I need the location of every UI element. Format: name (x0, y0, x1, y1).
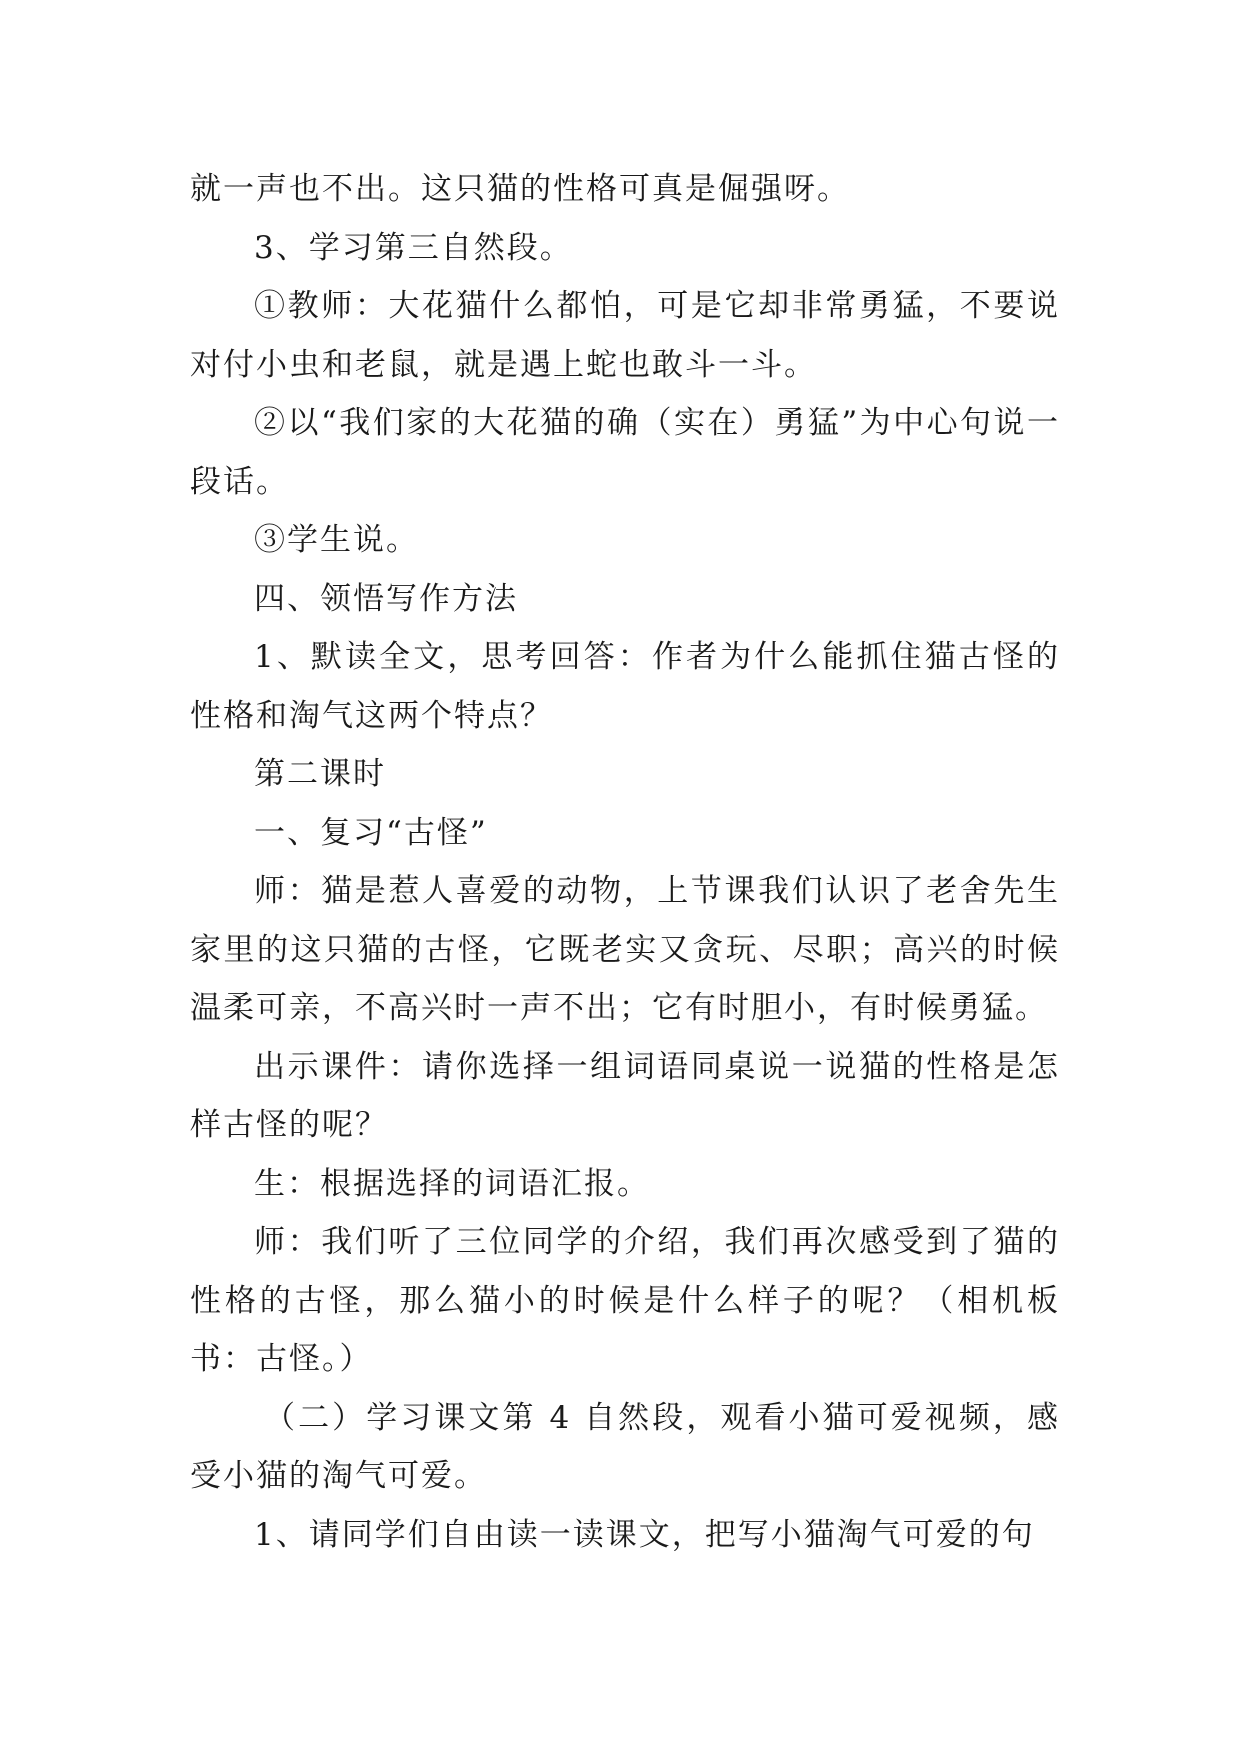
paragraph: 1、默读全文，思考回答：作者为什么能抓住猫古怪的性格和淘气这两个特点？ (190, 639, 1060, 734)
paragraph: ③学生说。 (254, 522, 419, 558)
document-body (190, 160, 1060, 1564)
paragraph: 1、请同学们自由读一读课文，把写小猫淘气可爱的句 (254, 1516, 1035, 1553)
section-heading: （二）学习课文第 4 自然段，观看小猫可爱视频，感受小猫的淘气可爱。 (190, 1399, 1060, 1494)
section-heading: 四、领悟写作方法 (254, 580, 518, 617)
lesson-heading: 第二课时 (254, 756, 386, 792)
paragraph: 就一声也不出。这只猫的性格可真是倔强呀。 (190, 171, 850, 207)
paragraph: 生：根据选择的词语汇报。 (254, 1165, 650, 1202)
paragraph: 师：猫是惹人喜爱的动物，上节课我们认识了老舍先生家里的这只猫的古怪，它既老实又贪玩、尽职；高兴的时候温柔可亲，不高兴时一声不出；它有时胆小，有时候勇猛。 (190, 873, 1060, 1026)
paragraph: ②以“我们家的大花猫的确（实在）勇猛”为中心句说一段话。 (190, 405, 1060, 500)
paragraph: ①教师：大花猫什么都怕，可是它却非常勇猛，不要说对付小虫和老鼠，就是遇上蛇也敢斗一斗。 (190, 288, 1060, 383)
paragraph: 师：我们听了三位同学的介绍，我们再次感受到了猫的性格的古怪，那么猫小的时候是什么样子的呢？（相机板书：古怪。） (190, 1224, 1060, 1377)
section-heading: 一、复习“古怪” (254, 814, 488, 851)
paragraph: 出示课件：请你选择一组词语同桌说一说猫的性格是怎样古怪的呢？ (190, 1048, 1060, 1143)
paragraph: 3、学习第三自然段。 (254, 229, 573, 266)
